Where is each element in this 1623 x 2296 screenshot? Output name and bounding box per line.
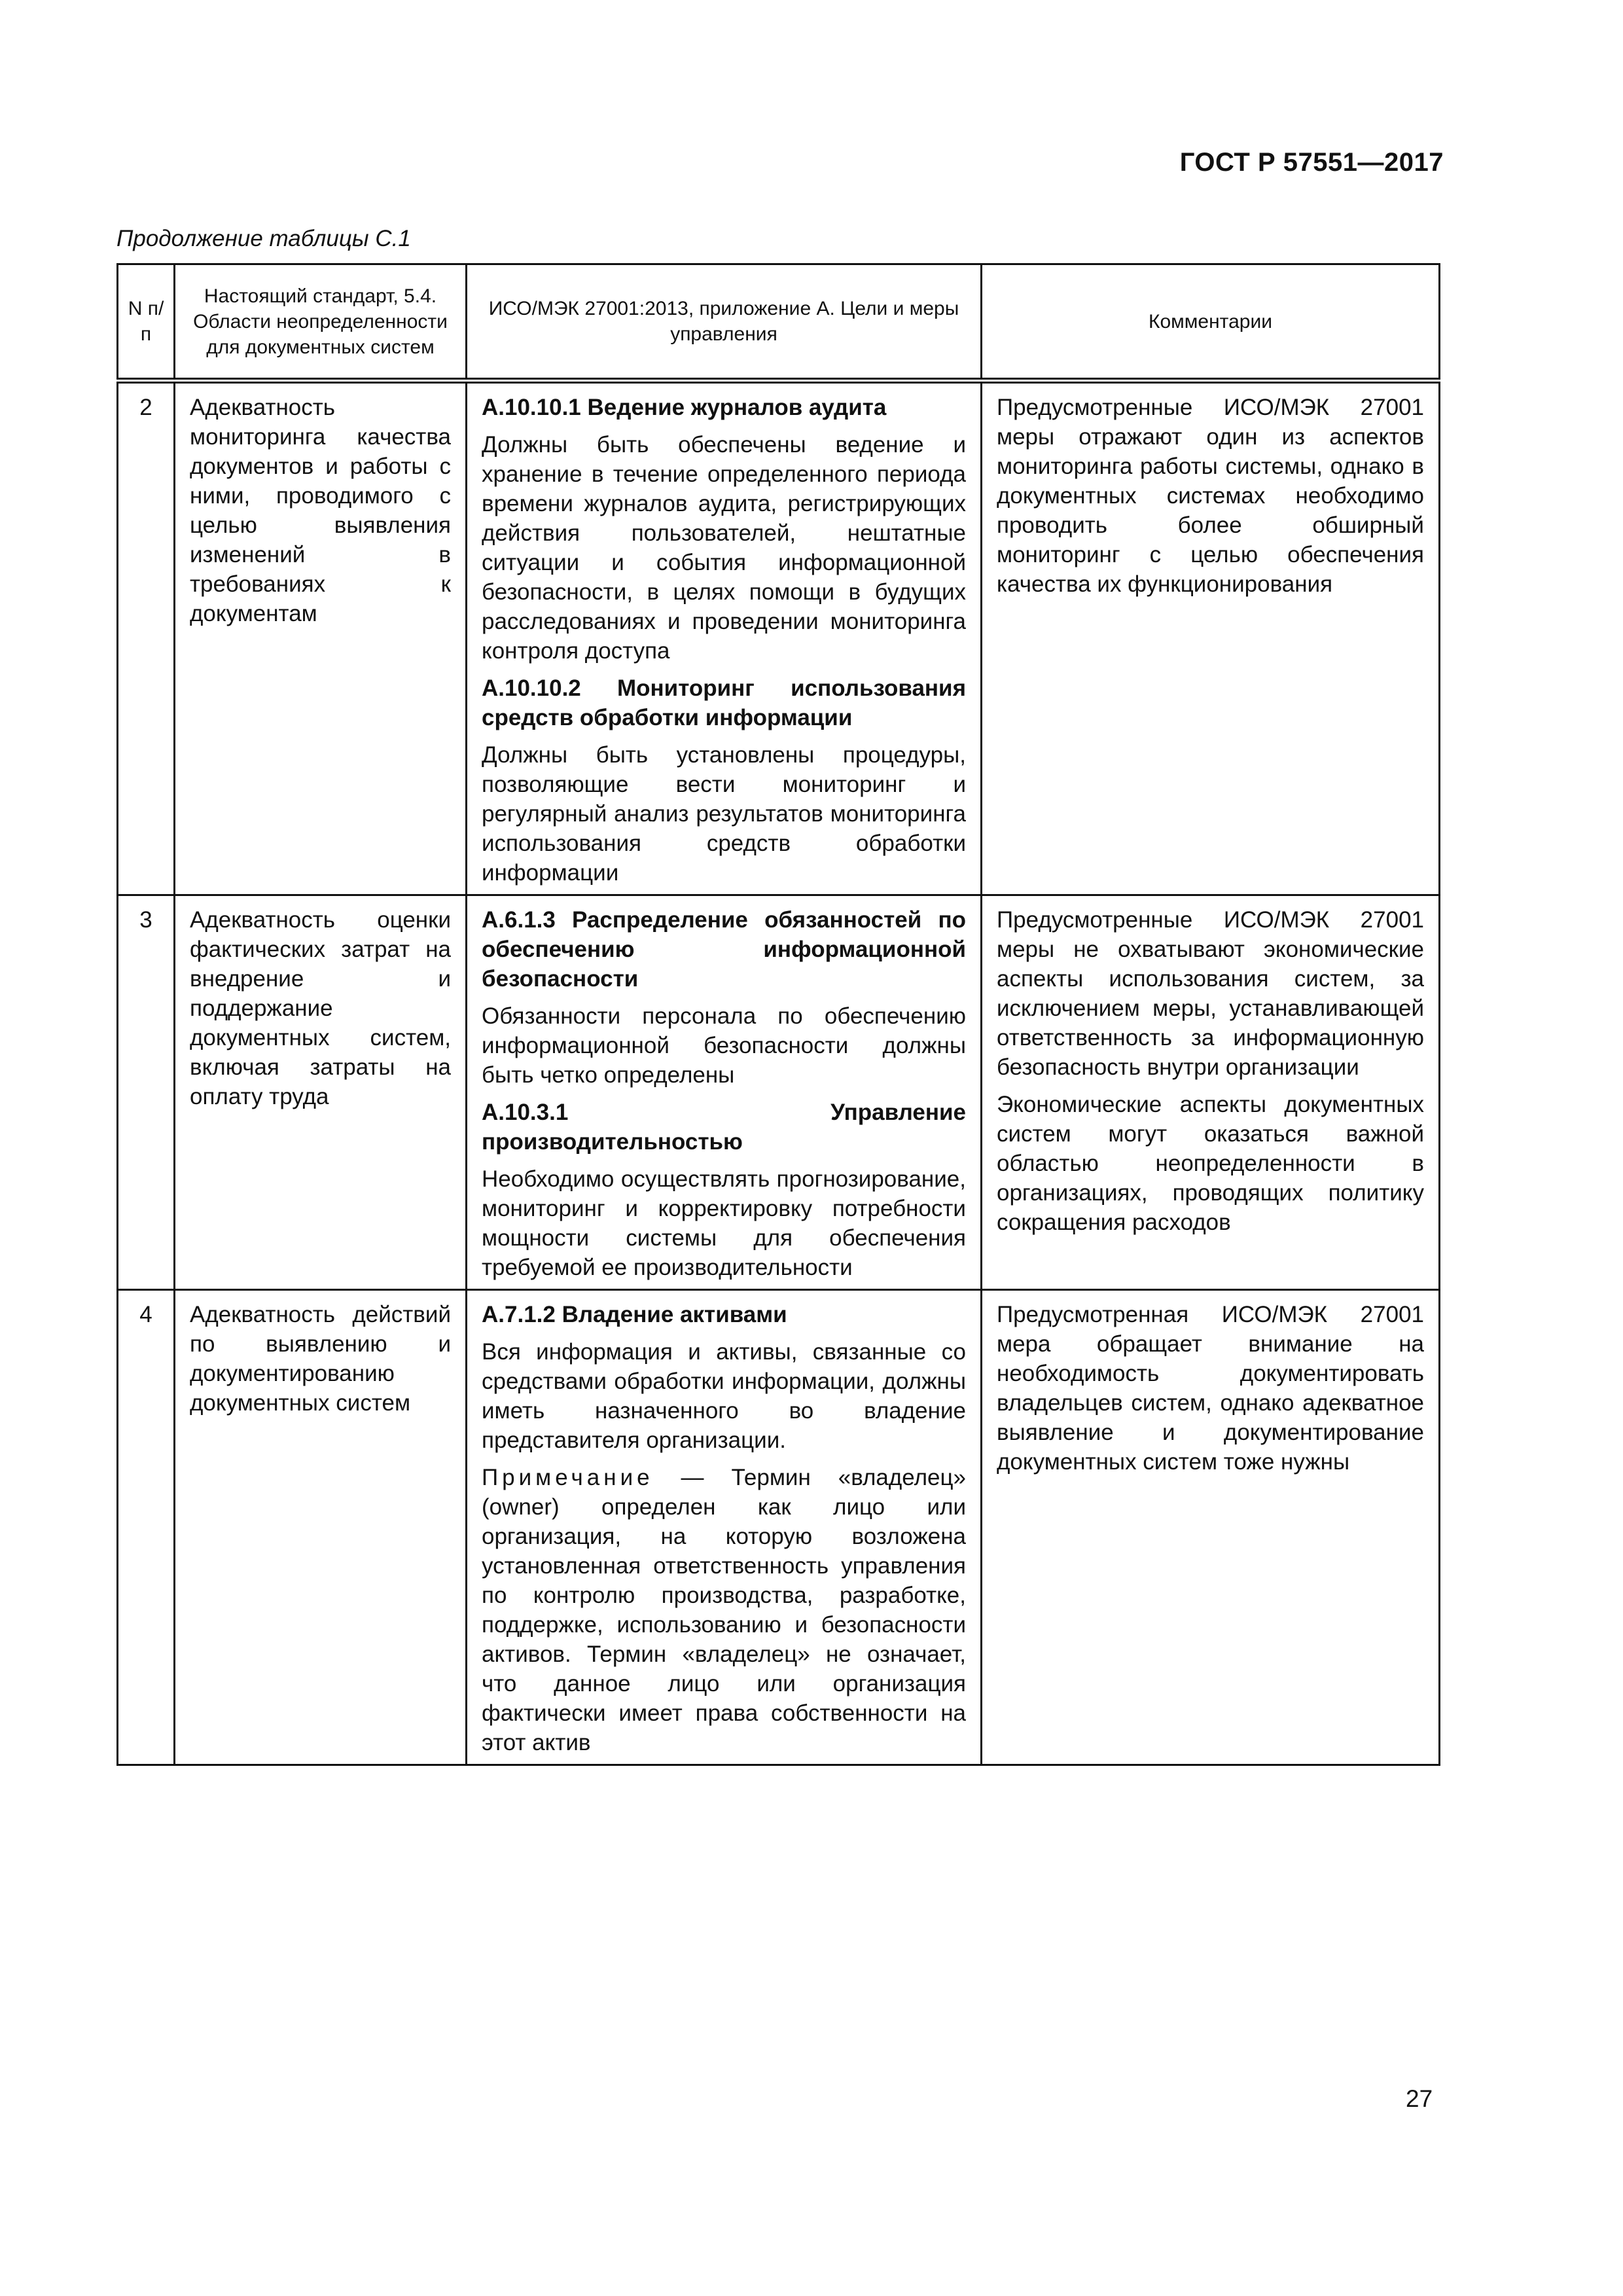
note-label: Примечание [482,1465,654,1490]
comment-text: Экономические аспекты документных систем могут оказаться важной областью неопределенности в организациях, проводящих политику сокращения расходов [997,1092,1424,1235]
comment-text: Предусмотренные ИСО/МЭК 27001 меры отражают один из аспектов мониторинга работы системы, однако в документных системах необходимо проводить более обширный мониторинг с целью обеспечения качества их функционирования [997,395,1424,597]
control-note [482,1463,966,1757]
control-title: А.10.3.1 Управление производительностью [482,1100,966,1155]
area-cell: Адекватность действий по выявлению и документированию документных систем [175,1290,467,1765]
area-cell: Адекватность оценки фактических затрат на внедрение и поддержание документных систем, включая затраты на оплату труда [175,895,467,1290]
control-text: Обязанности персонала по обеспечению информационной безопасности должны быть четко определены [482,1003,966,1088]
control-text: Вся информация и активы, связанные со средствами обработки информации, должны иметь назначенного во владение представителя организации. [482,1339,966,1453]
row-number: 3 [118,895,175,1290]
column-header-comments: Комментарии [982,264,1440,381]
correspondence-table [116,263,1440,1766]
column-header-number: N п/п [118,264,175,381]
comments-cell [982,895,1440,1290]
comments-cell [982,1290,1440,1765]
control-title: А.7.1.2 Владение активами [482,1302,787,1327]
comments-cell [982,381,1440,895]
note-text: — Термин «владелец» (owner) определен как лицо или организация, на которую возложена установленная ответственность управления по контролю производства, разработке, поддержке, использованию и безопасности активов. Термин «владелец» не означает, что данное лицо или организация фактически имеет права собственности на этот актив [482,1465,966,1755]
comment-text: Предусмотренная ИСО/МЭК 27001 мера обращает внимание на необходимость документировать владельцев систем, однако адекватное выявление и документирование документных систем тоже нужны [997,1302,1424,1475]
page-number: 27 [1406,2085,1433,2112]
control-title: А.10.10.2 Мониторинг использования средств обработки информации [482,675,966,730]
column-header-iso-controls: ИСО/МЭК 27001:2013, приложение А. Цели и меры управления [467,264,982,381]
control-text: Должны быть установлены процедуры, позволяющие вести мониторинг и регулярный анализ результатов мониторинга использования средств обработки информации [482,742,966,886]
table-row [118,1290,1440,1765]
row-number: 2 [118,381,175,895]
row-number: 4 [118,1290,175,1765]
table-caption: Продолжение таблицы С.1 [116,226,411,251]
control-text: Должны быть обеспечены ведение и хранение в течение определенного периода времени журналов аудита, регистрирующих действия пользователей, нештатные ситуации и события информационной безопасности, в целях помощи в будущих расследованиях и проведении мониторинга контроля доступа [482,432,966,664]
document-header: ГОСТ Р 57551—2017 [1179,148,1444,177]
control-text: Необходимо осуществлять прогнозирование, мониторинг и корректировку потребности мощности системы для обеспечения требуемой ее производительности [482,1166,966,1280]
controls-cell [467,381,982,895]
control-title: А.10.10.1 Ведение журналов аудита [482,395,887,420]
control-title: А.6.1.3 Распределение обязанностей по обеспечению информационной безопасности [482,907,966,992]
table-header-row [118,264,1440,381]
comment-text: Предусмотренные ИСО/МЭК 27001 меры не охватывают экономические аспекты использования систем, за исключением меры, устанавливающей ответственность за информационную безопасность внутри организации [997,907,1424,1080]
table-row [118,381,1440,895]
column-header-area: Настоящий стандарт, 5.4. Области неопределенности для документных систем [175,264,467,381]
area-cell: Адекватность мониторинга качества документов и работы с ними, проводимого с целью выявления изменений в требованиях к документам [175,381,467,895]
controls-cell [467,1290,982,1765]
table-row [118,895,1440,1290]
controls-cell [467,895,982,1290]
